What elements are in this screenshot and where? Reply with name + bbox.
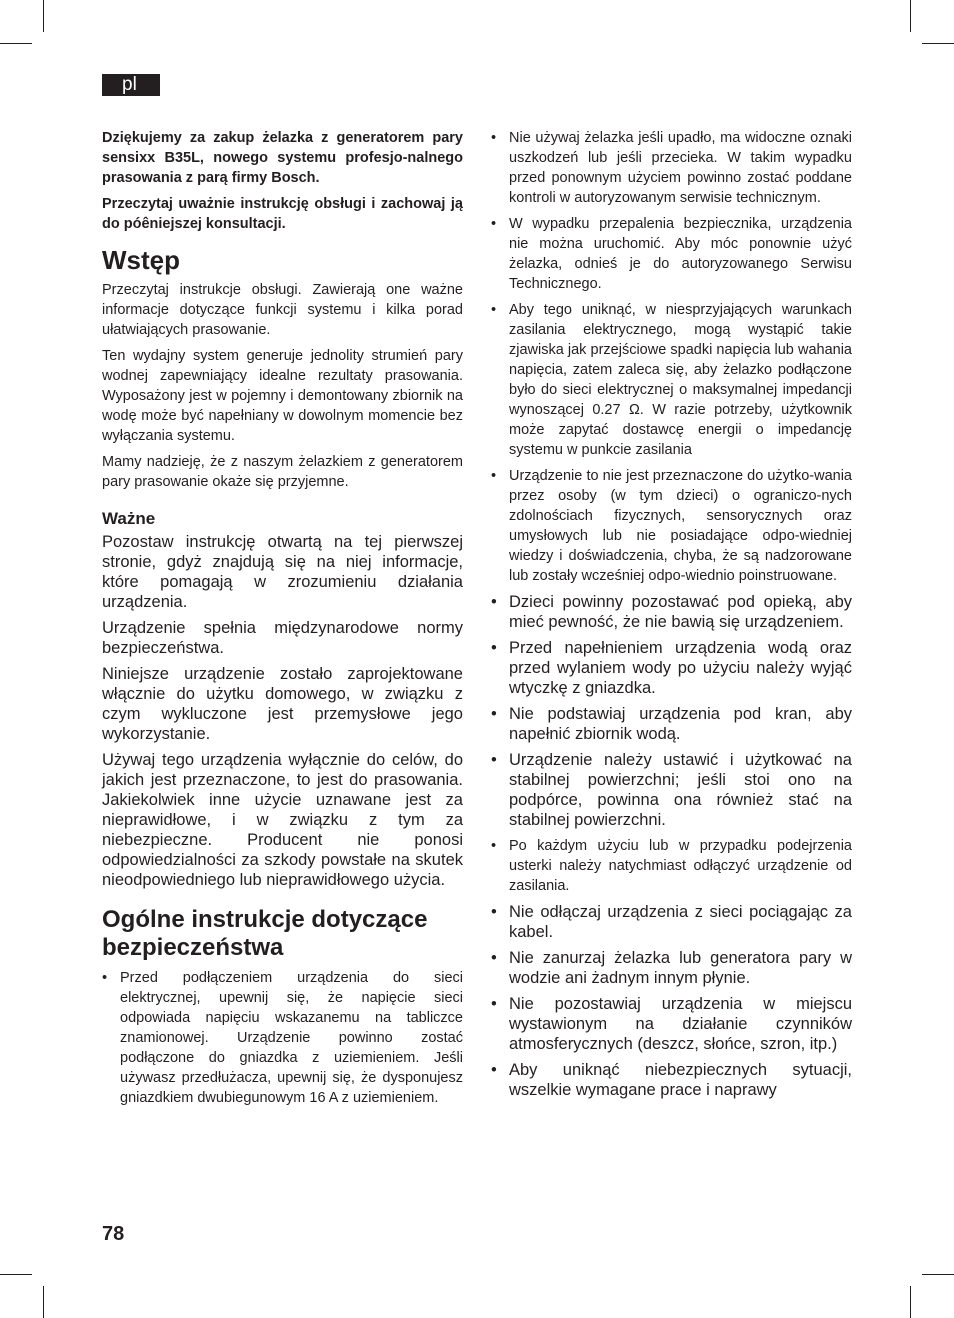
bullet-icon: • — [491, 751, 497, 769]
list-item: • Urządzenie należy ustawić i użytkować na stabilnej powierzchni; jeśli stoi ono na podpórce, powinna ona również stać na stabilnej powierzchni. — [491, 751, 852, 829]
crop-mark — [922, 1274, 954, 1275]
left-column — [102, 128, 463, 1114]
bullet-icon: • — [491, 468, 497, 484]
bullet-icon: • — [491, 216, 497, 232]
paragraph: Przeczytaj instrukcje obsługi. Zawierają one ważne informacje dotyczące funkcji systemu i kilka porad ułatwiających prasowanie. — [102, 282, 463, 338]
paragraph: Ten wydajny system generuje jednolity strumień pary wodnej zapewniający idealne rezultaty prasowania. Wyposażony jest w pojemny i demontowany zbiornik na wodę może być napełniany w dowolnym momencie bez wyłączania systemu. — [102, 348, 463, 444]
intro-paragraph: Przeczytaj uważnie instrukcję obsługi i zachowaj ją do póêniejszej konsultacji. — [102, 196, 463, 232]
page-number: 78 — [102, 1223, 125, 1245]
bullet-icon: • — [491, 995, 497, 1013]
bullet-icon: • — [491, 130, 497, 146]
bullet-icon: • — [491, 838, 497, 854]
list-item: • W wypadku przepalenia bezpiecznika, urządzenia nie można uruchomić. Aby móc ponownie użyć żelazka, odnieś je do autoryzowanego Serwisu Technicznego. — [491, 216, 852, 292]
paragraph: Niniejsze urządzenie zostało zaprojektowane włącznie do użytku domowego, w związku z czym wykluczone jest przemysłowe jego wykorzystanie. — [102, 665, 463, 743]
right-column — [491, 128, 852, 1106]
safety-list-continued — [491, 128, 852, 1100]
crop-mark — [910, 1286, 911, 1318]
list-item: • Urządzenie to nie jest przeznaczone do użytko-wania przez osoby (w tym dzieci) o ograniczo-nych zdolnościach fizycznych, sensorycznych oraz umysłowych lub nie posiadające odpo-wiedniej wiedzy i doświadczenia, chyba, że są nadzorowane lub zostały wcześniej odpo-wiednio poinstruowane. — [491, 468, 852, 584]
paragraph: Pozostaw instrukcję otwartą na tej pierwszej stronie, gdyż znajdują się na niej informacje, które pomagają w zrozumieniu działania urządzenia. — [102, 533, 463, 611]
list-item: • Nie zanurzaj żelazka lub generatora pary w wodzie ani żadnym innym płynie. — [491, 949, 852, 987]
bullet-icon: • — [491, 705, 497, 723]
list-item: • Dzieci powinny pozostawać pod opieką, aby mieć pewność, że nie bawią się urządzeniem. — [491, 593, 852, 631]
crop-mark — [922, 43, 954, 44]
bullet-icon: • — [491, 903, 497, 921]
list-item: • Aby tego uniknąć, w niesprzyjających warunkach zasilania elektrycznego, mogą wystąpić takie zjawiska jak przejściowe spadki napięcia lub wahania napięcia, zatem zaleca się, aby żelazko podłączone było do sieci elektrycznej o maksymalnej impedancji wynoszącej 0.27 Ω. W razie potrzeby, użytkownik może zapytać dostawcę energii o impedancję systemu w punkcie zasilania — [491, 302, 852, 458]
section-heading-wstep: Wstęp — [102, 245, 180, 275]
paragraph: Mamy nadzieję, że z naszym żelazkiem z generatorem pary prasowanie okaże się przyjemne. — [102, 454, 463, 490]
crop-mark — [0, 43, 32, 44]
list-item: • Aby uniknąć niebezpiecznych sytuacji, wszelkie wymagane prace i naprawy — [491, 1061, 852, 1099]
bullet-icon: • — [491, 1061, 497, 1079]
list-item: • Nie używaj żelazka jeśli upadło, ma widoczne oznaki uszkodzeń lub jeśli przecieka. W takim wypadku przed ponownym użyciem powinno zostać poddane kontroli w autoryzowanym serwisie technicznym. — [491, 130, 852, 206]
intro-paragraph: Dziękujemy za zakup żelazka z generatorem pary sensixx B35L, nowego systemu profesjo-nalnego prasowania z parą firmy Bosch. — [102, 130, 463, 186]
crop-mark — [0, 1274, 32, 1275]
crop-mark — [43, 1286, 44, 1318]
bullet-icon: • — [102, 970, 108, 986]
subheading-wazne: Ważne — [102, 509, 156, 528]
bullet-icon: • — [491, 302, 497, 318]
bullet-icon: • — [491, 593, 497, 611]
paragraph: Używaj tego urządzenia wyłącznie do celów, do jakich jest przeznaczone, to jest do prasowania. Jakiekolwiek inne użycie uznawane jest za nieprawidłowe, i w związku z tym za niebezpieczne. Producent nie ponosi odpowiedzialności za szkody powstałe na skutek nieodpowiedniego lub nieprawidłowego użycia. — [102, 751, 463, 889]
safety-list — [102, 968, 463, 1108]
list-item: • Nie pozostawiaj urządzenia w miejscu wystawionym na działanie czynników atmosferycznych (deszcz, słońce, szron, itp.) — [491, 995, 852, 1053]
list-item: • Nie odłączaj urządzenia z sieci pociągając za kabel. — [491, 903, 852, 941]
section-heading-safety: Ogólne instrukcje dotyczące bezpieczeństwa — [102, 906, 428, 961]
crop-mark — [43, 0, 44, 32]
list-item: • Nie podstawiaj urządzenia pod kran, aby napełnić zbiornik wodą. — [491, 705, 852, 743]
list-item: • Po każdym użyciu lub w przypadku podejrzenia usterki należy natychmiast odłączyć urządzenie od zasilania. — [491, 838, 852, 894]
list-item: • Przed napełnieniem urządzenia wodą oraz przed wylaniem wody po użyciu należy wyjąć wtyczkę z gniazdka. — [491, 639, 852, 697]
crop-mark — [910, 0, 911, 32]
paragraph: Urządzenie spełnia międzynarodowe normy bezpieczeństwa. — [102, 619, 463, 657]
language-tab: pl — [102, 74, 160, 96]
bullet-icon: • — [491, 639, 497, 657]
bullet-icon: • — [491, 949, 497, 967]
list-item: • Przed podłączeniem urządzenia do sieci elektrycznej, upewnij się, że napięcie sieci odpowiada napięciu wskazanemu na tabliczce znamionowej. Urządzenie powinno zostać podłączone do gniazdka z uziemieniem. Jeśli używasz przedłużacza, upewnij się, że dysponujesz gniazdkiem dwubiegunowym 16 A z uziemieniem. — [102, 970, 463, 1106]
